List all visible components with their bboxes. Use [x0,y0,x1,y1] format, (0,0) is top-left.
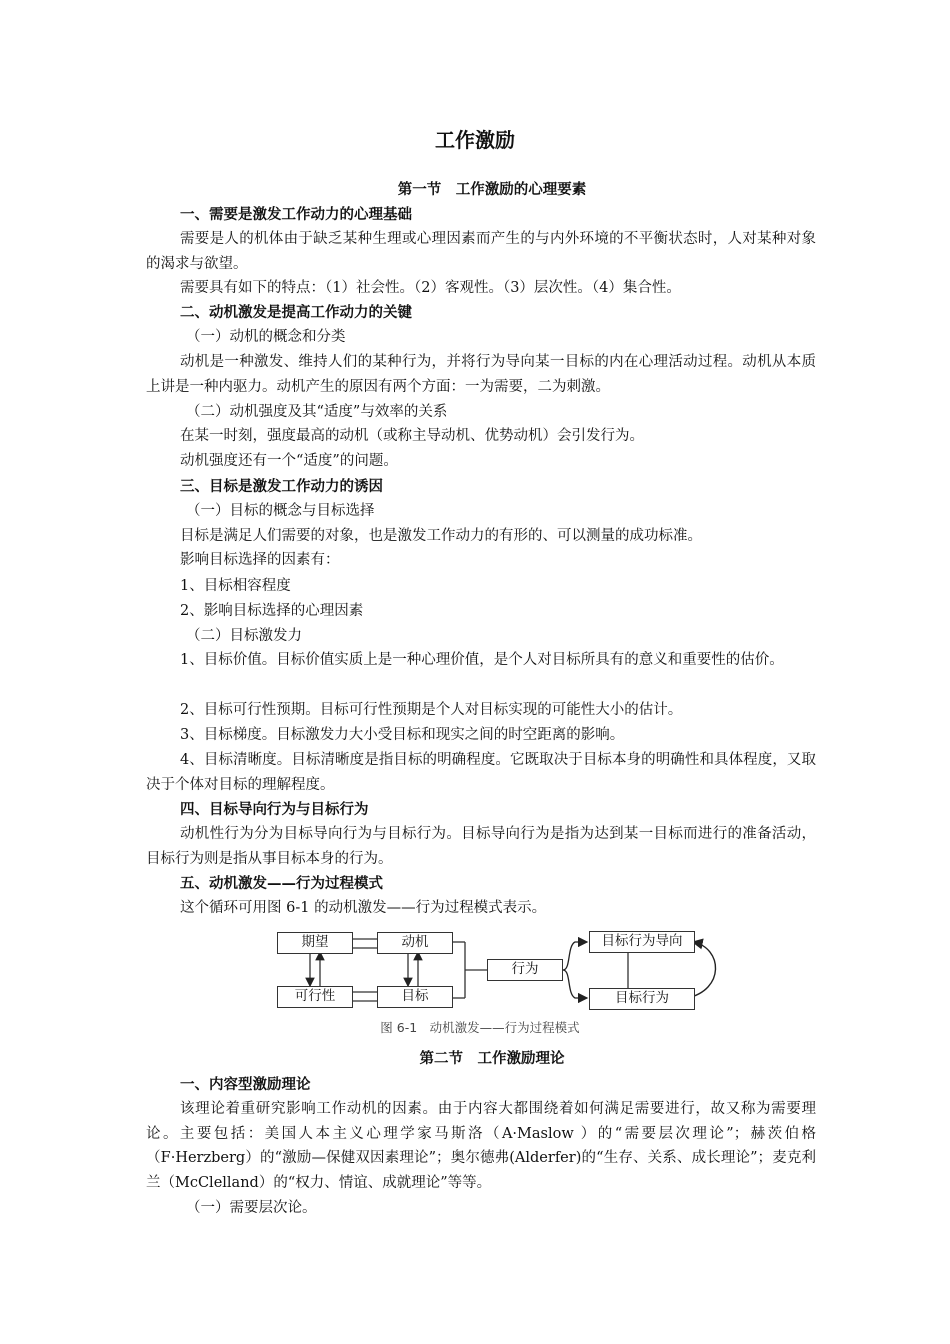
paragraph-goal-value: 1、目标价值。目标价值实质上是一种心理价值，是个人对目标所具有的意义和重要性的估价。 [180,652,784,668]
diagram-box-goal-behavior: 目标行为 [589,988,695,1010]
diagram-box-behavior: 行为 [487,959,563,981]
subheading-hierarchy: （一）需要层次论。 [186,1200,317,1216]
paragraph-behavior: 动机性行为分为目标导向行为与目标行为。目标导向行为是指为达到某一目标而进行的准备活动，目标行为则是指从事目标本身的行为。 [146,826,816,867]
paragraph-goal-feasible: 2、目标可行性预期。目标可行性预期是个人对目标实现的可能性大小的估计。 [180,702,683,718]
subheading-motive-concept: （一）动机的概念和分类 [186,329,346,345]
section-heading-2: 第二节 工作激励理论 [419,1051,565,1067]
paragraph-need-traits: 需要具有如下的特点：（1）社会性。（2）客观性。（3）层次性。（4）集合性。 [180,280,681,296]
list-item-goal-compat: 1、目标相容程度 [180,578,291,594]
diagram-box-expectation: 期望 [277,932,353,954]
diagram-box-goal-oriented: 目标行为导向 [589,931,695,953]
paragraph-motive-definition: 动机是一种激发、维持人们的某种行为，并将行为导向某一目标的内在心理活动过程。动机从本质上讲是一种内驱力。动机产生的原因有两个方面：一为需要，二为刺激。 [146,354,816,395]
paragraph-goal-clarity: 4、目标清晰度。目标清晰度是指目标的明确程度。它既取决于目标本身的明确性和具体程度，又取决于个体对目标的理解程度。 [146,752,816,793]
list-item-goal-psych: 2、影响目标选择的心理因素 [180,603,364,619]
subheading-goal-concept: （一）目标的概念与目标选择 [186,503,375,519]
paragraph-motive-degree: 动机强度还有一个“适度”的问题。 [180,453,398,469]
heading-content-theory: 一、内容型激励理论 [180,1077,311,1093]
heading-need: 一、需要是激发工作动力的心理基础 [180,207,412,223]
paragraph-need-definition: 需要是人的机体由于缺乏某种生理或心理因素而产生的与内外环境的不平衡状态时，人对某种对象的渴求与欲望。 [146,231,816,272]
diagram-box-feasibility: 可行性 [277,986,353,1008]
paragraph-content-theory: 该理论着重研究影响工作动机的因素。由于内容大都围绕着如何满足需要进行，故又称为需要理论。主要包括：美国人本主义心理学家马斯洛（A·Maslow ）的“需要层次理论”；赫茨伯格（F·Herzberg）的“激励—保健双因素理论”；奥尔德弗(Alderfer)的“生存、关系、成长理论”；麦克利兰（McClelland）的“权力、情谊、成就理论”等等。 [146,1101,816,1191]
diagram-box-goal: 目标 [377,986,453,1008]
figure-caption: 图 6-1 动机激发——行为过程模式 [380,1020,580,1035]
paragraph-model: 这个循环可用图 6-1 的动机激发——行为过程模式表示。 [180,900,547,916]
section-heading-1: 第一节 工作激励的心理要素 [397,182,587,198]
motivation-behavior-diagram [275,928,725,1010]
heading-goal: 三、目标是激发工作动力的诱因 [180,479,383,495]
document-title: 工作激励 [435,128,515,152]
diagram-box-motive: 动机 [377,932,453,954]
paragraph-motive-strength: 在某一时刻，强度最高的动机（或称主导动机、优势动机）会引发行为。 [180,428,644,444]
heading-motive: 二、动机激发是提高工作动力的关键 [180,305,412,321]
paragraph-goal-factors: 影响目标选择的因素有： [180,552,340,568]
subheading-motive-strength: （二）动机强度及其“适度”与效率的关系 [186,404,448,420]
paragraph-goal-gradient: 3、目标梯度。目标激发力大小受目标和现实之间的时空距离的影响。 [180,727,625,743]
paragraph-goal-definition: 目标是满足人们需要的对象，也是激发工作动力的有形的、可以测量的成功标准。 [180,528,702,544]
subheading-goal-force: （二）目标激发力 [186,628,302,644]
heading-behavior: 四、目标导向行为与目标行为 [180,802,369,818]
heading-model: 五、动机激发——行为过程模式 [180,876,383,892]
